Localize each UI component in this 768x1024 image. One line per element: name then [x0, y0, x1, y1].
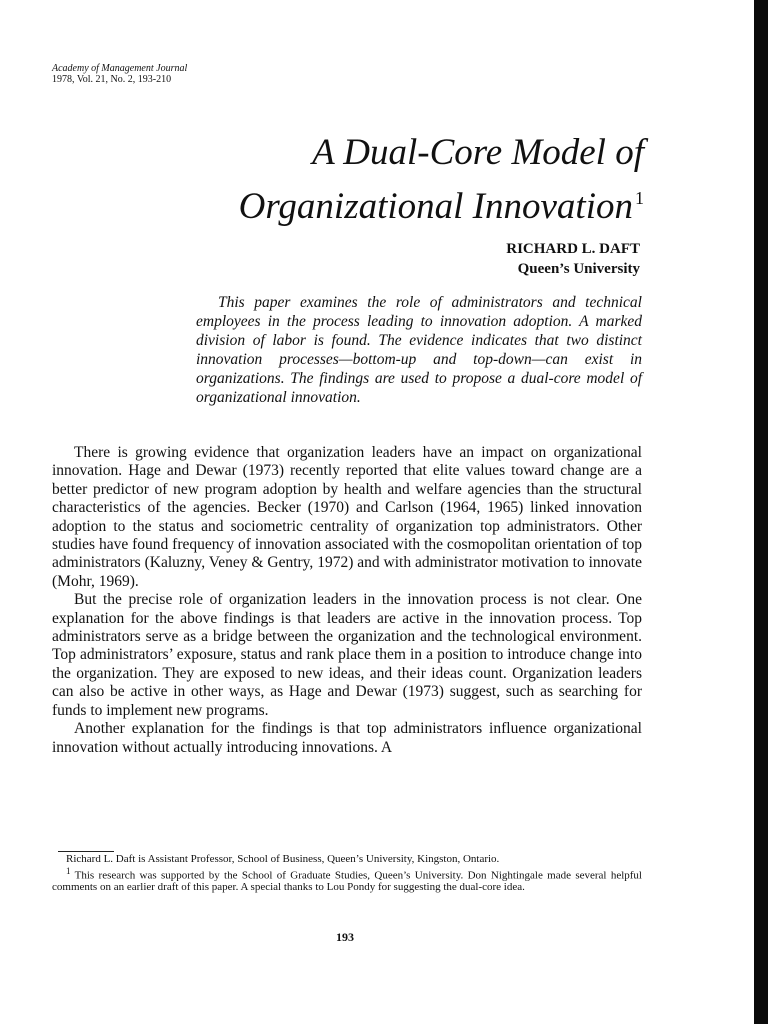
scan-edge [754, 0, 768, 1024]
body-paragraph: There is growing evidence that organization leaders have an impact on organizational innovation. Hage and Dewar (1973) recently reported that elite values toward change are a better predictor of new program adoption by health and welfare agencies than the structural characteristics of the agencies. Becker (1970) and Carlson (1964, 1965) linked innovation adoption to the status and sociometric centrality of organization top administrators. Other studies have found frequency of innovation associated with the cosmopolitan orientation of top administrators (Kaluzny, Veney & Gentry, 1972) and with administrator motivation to innovate (Mohr, 1969). [52, 444, 642, 590]
journal-citation: 1978, Vol. 21, No. 2, 193-210 [52, 74, 172, 85]
title-line-1: A Dual-Core Model of [312, 132, 644, 173]
page-number: 193 [336, 930, 354, 944]
footnote-1-text: This research was supported by the School of Graduate Studies, Queen’s University. Don Nightingale made several helpful comments on an earlier draft of this paper. A special thanks to Lou Pondy for suggesting the dual-core idea. [52, 869, 642, 893]
body-text [52, 444, 642, 757]
title-line-2 [239, 176, 644, 229]
author-name: RICHARD L. DAFT [506, 241, 640, 257]
author-block [506, 239, 640, 279]
abstract: This paper examines the role of administrators and technical employees in the process leading to innovation adoption. A marked division of labor is found. The evidence indicates that two distinct innovation processes—bottom-up and top-down—can exist in organizations. The findings are used to propose a dual-core model of organizational innovation. [196, 294, 642, 406]
footnote-1-mark: 1 [66, 865, 71, 876]
body-paragraph: Another explanation for the findings is that top administrators influence organizational innovation without actually introducing innovations. A [52, 720, 642, 756]
author-affiliation: Queen’s University [517, 261, 640, 277]
footnote-rule [58, 851, 114, 852]
body-paragraph: But the precise role of organization leaders in the innovation process is not clear. One explanation for the above findings is that leaders are active in the innovation process. Top administrators serve as a bridge between the organization and the technological environment. Top administrators’ exposure, status and rank place them in a position to introduce change into the organization. They are exposed to new ideas, and their ideas count. Organization leaders can also be active in other ways, as Hage and Dewar (1973) suggest, such as searching for funds to implement new programs. [52, 591, 642, 719]
title-footnote-mark: 1 [635, 188, 644, 208]
author-footnote: Richard L. Daft is Assistant Professor, School of Business, Queen’s University, Kingston, Ontario. [66, 853, 500, 865]
title-line-2-text: Organizational Innovation [238, 186, 633, 227]
footnote-1 [52, 866, 642, 894]
footnotes [52, 854, 642, 893]
journal-header [52, 63, 187, 85]
journal-name: Academy of Management Journal [52, 63, 188, 74]
